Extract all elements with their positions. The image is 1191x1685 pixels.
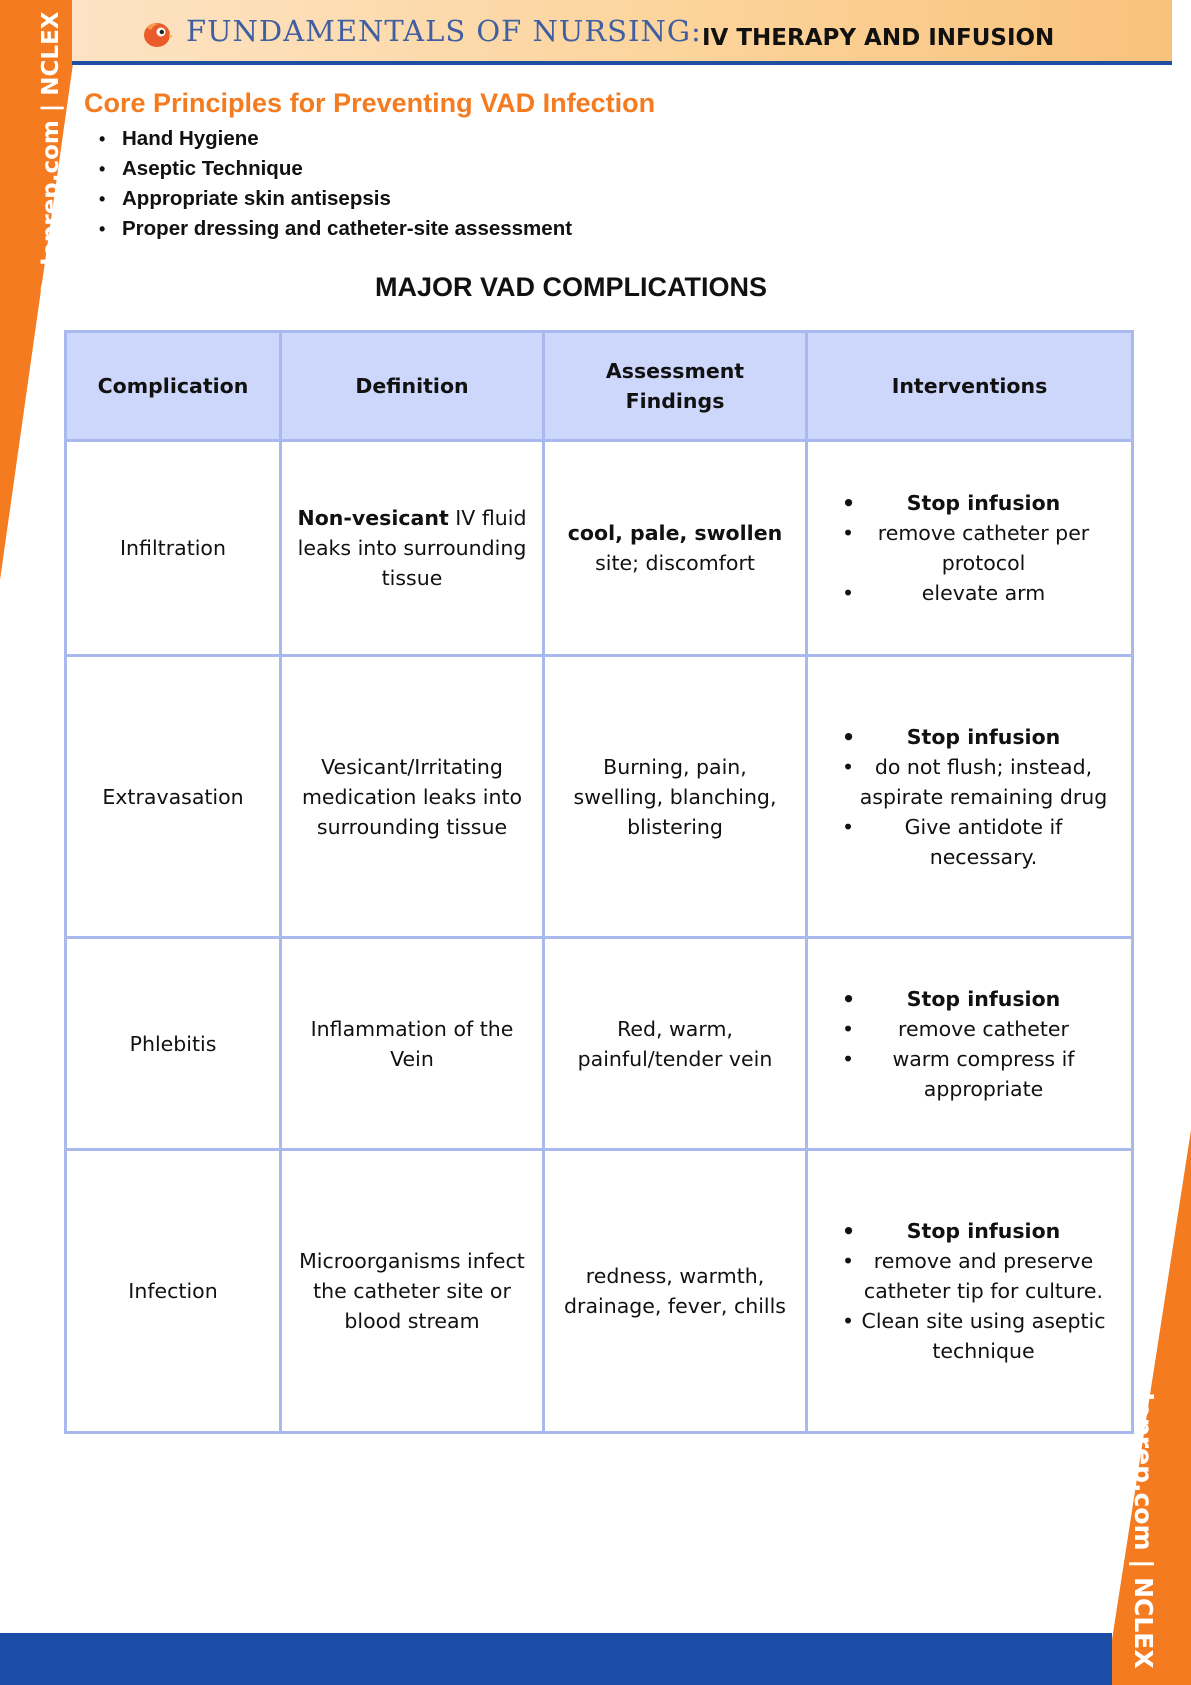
- interventions-cell: [807, 441, 1133, 656]
- bird-logo-icon: [142, 20, 172, 48]
- table-header-row: [66, 332, 1133, 441]
- definition-text: Vesicant/Irritating medication leaks into surrounding tissue: [301, 754, 523, 839]
- interventions-list: [820, 722, 1119, 872]
- list-item: • Clean site using aseptic technique: [820, 1306, 1119, 1366]
- findings-bold: cool, pale, swollen: [567, 521, 783, 545]
- findings-cell: [544, 938, 807, 1150]
- interventions-cell: [807, 656, 1133, 938]
- right-side-label: Galeprep.com | NCLEX: [1129, 1355, 1158, 1669]
- complication-cell: Infection: [66, 1150, 281, 1433]
- list-item: • remove catheter per protocol: [820, 518, 1119, 578]
- complication-cell: Phlebitis: [66, 938, 281, 1150]
- findings-text: Burning, pain, swelling, blanching, blistering: [573, 754, 777, 839]
- list-item: • Stop infusion: [820, 1216, 1119, 1246]
- definition-cell: [281, 656, 544, 938]
- definition-text: Inflammation of the Vein: [310, 1016, 514, 1071]
- header-assessment-findings: Assessment Findings: [544, 332, 807, 441]
- table-row: [66, 938, 1133, 1150]
- findings-cell: [544, 656, 807, 938]
- interventions-list: [820, 984, 1119, 1104]
- page-subtitle: IV THERAPY AND INFUSION: [702, 25, 1055, 51]
- list-item: • warm compress if appropriate: [820, 1044, 1119, 1104]
- page-footer-bar: [0, 1633, 1112, 1685]
- interventions-list: [820, 488, 1119, 608]
- list-item: • Give antidote if necessary.: [820, 812, 1119, 872]
- interventions-cell: [807, 938, 1133, 1150]
- table-title: MAJOR VAD COMPLICATIONS: [374, 272, 767, 302]
- table-row: [66, 656, 1133, 938]
- definition-cell: [281, 441, 544, 656]
- list-item: • Stop infusion: [820, 488, 1119, 518]
- definition-cell: [281, 938, 544, 1150]
- list-item: • remove catheter: [820, 1014, 1119, 1044]
- definition-text: IV fluid leaks into surrounding tissue: [297, 506, 527, 590]
- list-item: • Appropriate skin antisepsis: [99, 184, 572, 214]
- complication-cell: Infiltration: [66, 441, 281, 656]
- header-complication: Complication: [66, 332, 281, 441]
- list-item: • Aseptic Technique: [99, 154, 572, 184]
- definition-bold: Non-vesicant: [297, 506, 449, 530]
- table-row: [66, 441, 1133, 656]
- definition-text: Microorganisms infect the catheter site or blood stream: [299, 1249, 525, 1333]
- complication-cell: Extravasation: [66, 656, 281, 938]
- list-item: • Stop infusion: [820, 722, 1119, 752]
- list-item: • remove and preserve catheter tip for culture.: [820, 1246, 1119, 1306]
- complications-table: [64, 330, 1134, 1434]
- list-item: • elevate arm: [820, 578, 1119, 608]
- findings-text: Red, warm, painful/tender vein: [577, 1016, 773, 1071]
- findings-cell: [544, 1150, 807, 1433]
- header-divider: [72, 61, 1172, 65]
- interventions-cell: [807, 1150, 1133, 1433]
- left-side-label: Galeprep.com | NCLEX: [38, 11, 64, 300]
- findings-cell: [544, 441, 807, 656]
- list-item: • do not flush; instead, aspirate remaining drug: [820, 752, 1119, 812]
- core-principles-heading: Core Principles for Preventing VAD Infection: [84, 88, 656, 118]
- header-interventions: Interventions: [807, 332, 1133, 441]
- list-item: • Hand Hygiene: [99, 124, 572, 154]
- findings-text: site; discomfort: [595, 551, 755, 575]
- definition-cell: [281, 1150, 544, 1433]
- header-definition: Definition: [281, 332, 544, 441]
- core-principles-list: [99, 124, 572, 244]
- findings-text: redness, warmth, drainage, fever, chills: [564, 1264, 786, 1318]
- list-item: • Proper dressing and catheter-site assessment: [99, 214, 572, 244]
- list-item: • Stop infusion: [820, 984, 1119, 1014]
- page-title: FUNDAMENTALS OF NURSING:: [186, 14, 702, 48]
- interventions-list: [820, 1216, 1119, 1366]
- table-row: [66, 1150, 1133, 1433]
